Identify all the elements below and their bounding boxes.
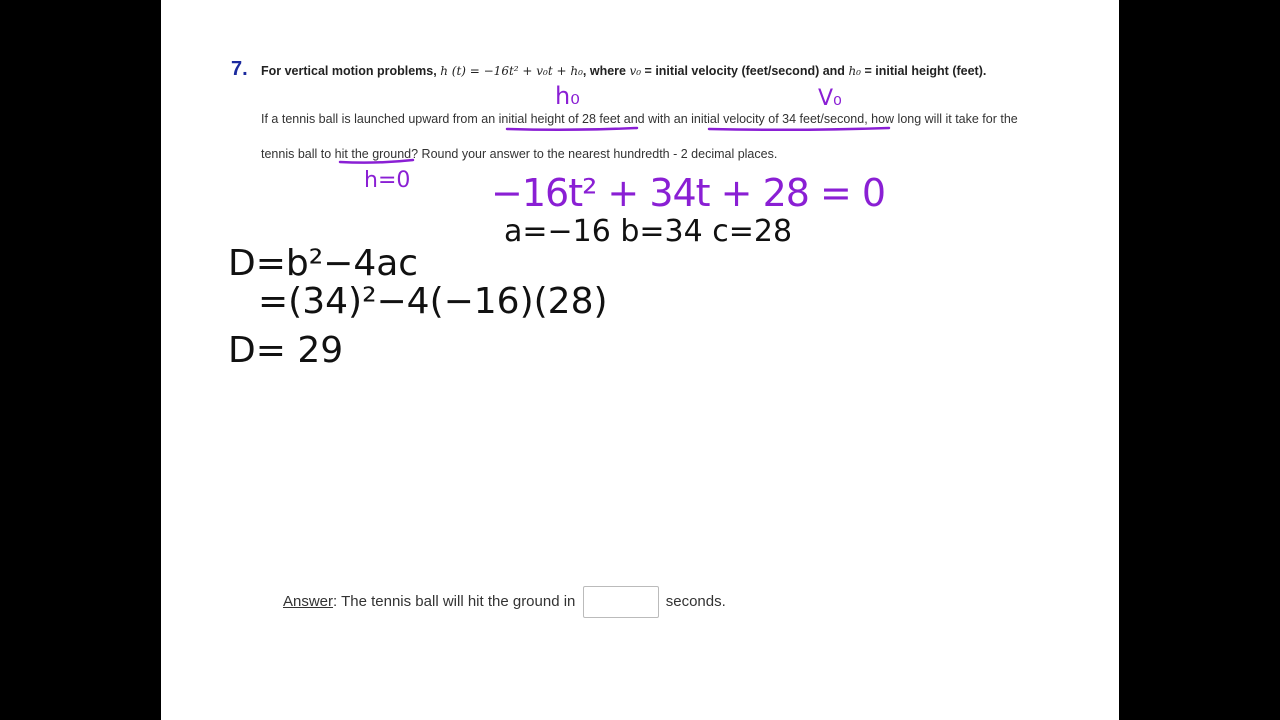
v0-symbol: v₀ [629,64,642,78]
handwritten-discriminant-substitution: =(34)²−4(−16)(28) [258,281,608,322]
hit-ground-phrase: hit the ground [334,147,412,161]
line2-text-b: ? Round your answer to the nearest hundredth - 2 decimal places. [411,147,778,161]
header-where: , where [582,64,626,78]
v0-description: = initial velocity (feet/second) and [644,64,845,78]
handwritten-discriminant-result: D= 29 [228,330,344,371]
underline-initial-velocity [709,128,889,130]
answer-label: Answer [283,592,334,610]
h0-description: = initial height (feet). [864,64,987,78]
answer-text-before: : The tennis ball will hit the ground in [333,592,576,610]
motion-formula: h (t) = −16t² + v₀t + h₀ [440,64,583,78]
answer-input-box[interactable] [583,586,659,618]
h0-symbol: h₀ [848,64,861,78]
line1-text-c: , how long will it take for the [864,112,1018,126]
problem-line-2 [261,147,777,161]
question-header [261,64,986,78]
handwritten-h-equals-0: h=0 [364,168,411,193]
initial-height-phrase: initial height of 28 feet [498,112,621,126]
problem-line-1 [261,112,1018,126]
underline-initial-height [507,128,637,130]
line1-text-b: and with an [620,112,692,126]
handwritten-quadratic-equation: −16t² + 34t + 28 = 0 [491,171,886,215]
handwritten-discriminant-formula: D=b²−4ac [228,243,419,284]
line1-text-a: If a tennis ball is launched upward from an [261,112,499,126]
initial-velocity-phrase: initial velocity of 34 feet/second [691,112,865,126]
handwritten-v0-note: V₀ [818,86,842,111]
handwritten-h0-note: h₀ [555,82,580,110]
answer-text-after: seconds. [665,592,726,610]
line2-text-a: tennis ball to [261,147,335,161]
answer-line [283,586,726,618]
handwritten-coefficients: a=−16 b=34 c=28 [504,214,793,249]
worksheet-page [161,0,1119,720]
header-intro: For vertical motion problems, [261,64,437,78]
question-number: 7. [231,58,248,80]
